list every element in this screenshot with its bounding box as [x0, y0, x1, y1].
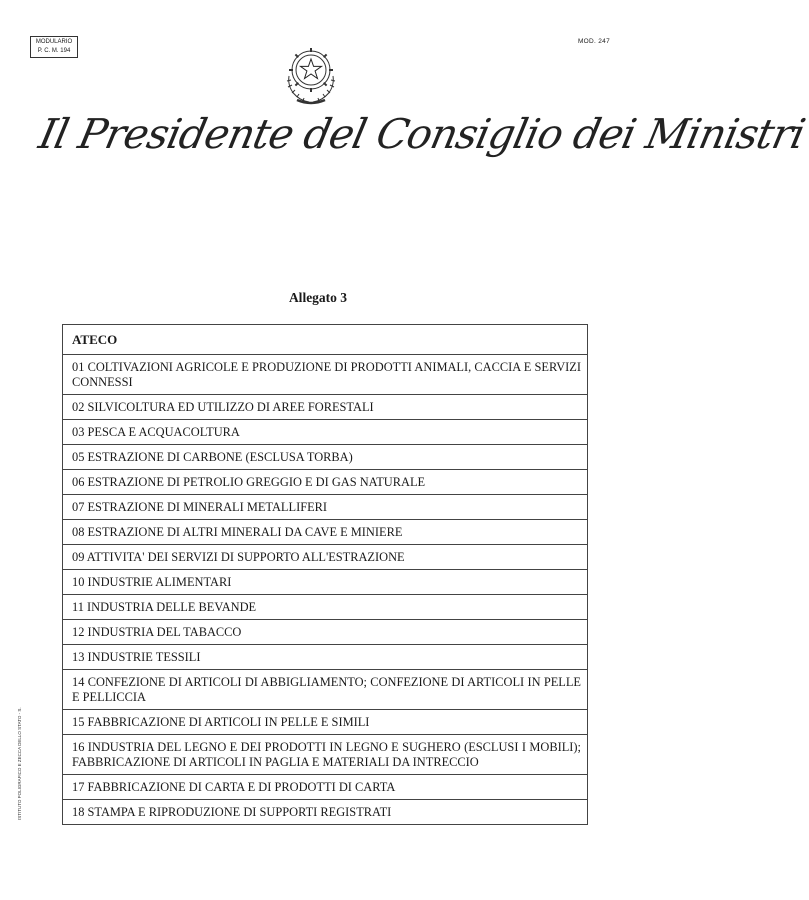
table-row: 11 INDUSTRIA DELLE BEVANDE: [63, 594, 587, 619]
table-row: 09 ATTIVITA' DEI SERVIZI DI SUPPORTO ALL'ESTRAZIONE: [63, 544, 587, 569]
attachment-label: Allegato 3: [288, 290, 348, 305]
modulario-line-1: MODULARIO: [35, 39, 73, 45]
president-title: Il Presidente del Consiglio dei Ministri: [34, 110, 809, 158]
table-row: 14 CONFEZIONE DI ARTICOLI DI ABBIGLIAMENTO; CONFEZIONE DI ARTICOLI IN PELLE E PELLICCIA: [63, 669, 587, 709]
table-row: 05 ESTRAZIONE DI CARBONE (ESCLUSA TORBA): [63, 444, 587, 469]
table-row: 15 FABBRICAZIONE DI ARTICOLI IN PELLE E SIMILI: [63, 709, 587, 734]
table-row: 10 INDUSTRIE ALIMENTARI: [63, 569, 587, 594]
printer-side-text: ISTITUTO POLIGRAFICO E ZECCA DELLO STATO - S.: [17, 707, 22, 820]
mod-number: MOD. 247: [577, 38, 610, 45]
table-row: 06 ESTRAZIONE DI PETROLIO GREGGIO E DI GAS NATURALE: [63, 469, 587, 494]
table-row: 01 COLTIVAZIONI AGRICOLE E PRODUZIONE DI PRODOTTI ANIMALI, CACCIA E SERVIZI CONNESSI: [63, 354, 587, 394]
table-row: 03 PESCA E ACQUACOLTURA: [63, 419, 587, 444]
table-row: 08 ESTRAZIONE DI ALTRI MINERALI DA CAVE E MINIERE: [63, 519, 587, 544]
modulario-line-2: P. C. M. 194: [37, 48, 71, 54]
table-row: 18 STAMPA E RIPRODUZIONE DI SUPPORTI REGISTRATI: [63, 799, 587, 824]
modulario-stamp: [30, 36, 78, 58]
table-row: 02 SILVICOLTURA ED UTILIZZO DI AREE FORESTALI: [63, 394, 587, 419]
table-header: ATECO: [72, 332, 118, 347]
table-row: 17 FABBRICAZIONE DI CARTA E DI PRODOTTI DI CARTA: [63, 774, 587, 799]
table-row: 12 INDUSTRIA DEL TABACCO: [63, 619, 587, 644]
table-row: 07 ESTRAZIONE DI MINERALI METALLIFERI: [63, 494, 587, 519]
table-row: 16 INDUSTRIA DEL LEGNO E DEI PRODOTTI IN LEGNO E SUGHERO (ESCLUSI I MOBILI); FABBRICAZIONE DI ARTICOLI IN PAGLIA E MATERIALI DA INTRECCIO: [63, 734, 587, 774]
italian-republic-emblem-icon: [279, 42, 343, 108]
table-row: 13 INDUSTRIE TESSILI: [63, 644, 587, 669]
ateco-table: [62, 324, 588, 825]
